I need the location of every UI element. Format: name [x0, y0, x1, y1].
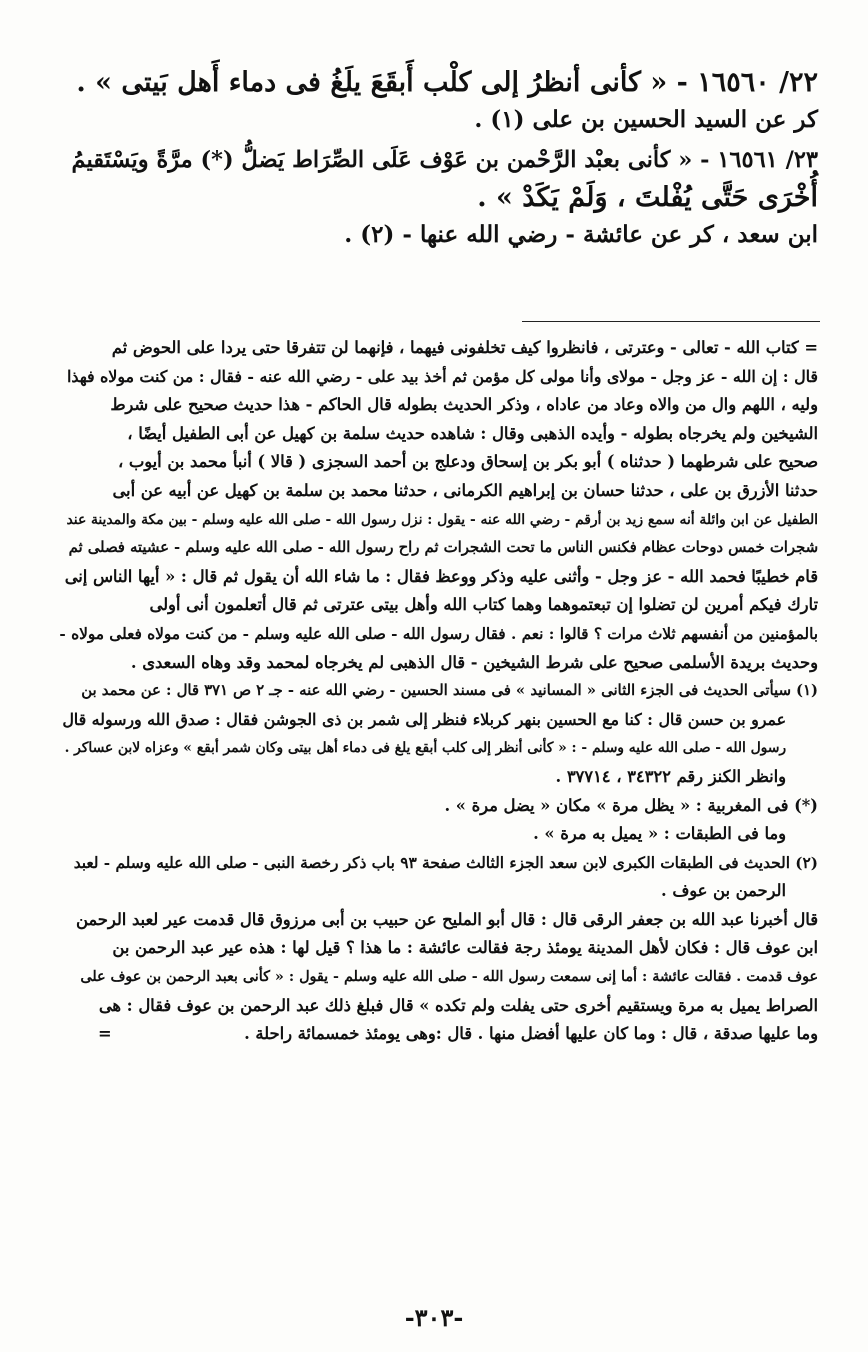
hadith-22-text: ٢٢/ ١٦٥٦٠ - « كأنى أنظرُ إلى كلْب أَبقَعَ يلَغُ فى دماء أَهل بَيتى » . — [76, 67, 818, 98]
footnote-last-row — [58, 1020, 818, 1049]
footnote-line: الطفيل عن ابن وائلة أنه سمع زيد بن أرقم - رضي الله عنه - يقول : نزل رسول الله - صلى الله عليه وسلم - بين مكة والمدينة عند — [66, 511, 818, 528]
footnote-line: وحديث بريدة الأسلمى صحيح على شرط الشيخين - قال الذهبى لم يخرجاه لمحمد وقد وهاه السعدى . — [130, 652, 818, 672]
continued-mark: = — [98, 1024, 112, 1044]
footnote-star — [58, 792, 818, 849]
footnote-divider — [522, 321, 820, 322]
hadith-23-source: ابن سعد ، كر عن عائشة - رضي الله عنها - (٢) . — [344, 221, 818, 248]
footnotes — [58, 334, 818, 1049]
footnote-line: وانظر الكنز رقم ٣٤٣٢٢ ، ٣٧٧١٤ . — [555, 766, 786, 786]
footnote-line: حدثنا الأزرق بن على ، حدثنا حسان بن إبراهيم الكرمانى ، حدثنا محمد بن سلمة بن كهيل عن أبيه عن أبى — [112, 480, 818, 500]
hadith-23 — [58, 142, 818, 253]
footnote-line: بالمؤمنين من أنفسهم ثلاث مرات ؟ قالوا : نعم . فقال رسول الله - صلى الله عليه وسلم - من كنت مولاه فعلى مولاه - — [59, 624, 818, 643]
footnote-line: عوف قدمت . فقالت عائشة : أما إنى سمعت رسول الله - صلى الله عليه وسلم - يقول : « كأنى بعبد الرحمن بن عوف على — [80, 969, 818, 986]
hadith-22 — [58, 64, 818, 138]
footnote-line: قال : إن الله - عز وجل - مولاى وأنا مولى كل مؤمن ثم أخذ بيد على - رضي الله عنه - فقال : من كنت مولاه فهذا — [67, 366, 818, 386]
footnote-line: (٢) الحديث فى الطبقات الكبرى لابن سعد الجزء الثالث صفحة ٩٣ باب ذكر رخصة النبى - صلى الله عليه وسلم - لعبد — [73, 853, 818, 872]
footnote-line: وما عليها صدقة ، قال : وما كان عليها أفضل منها . قال :وهى يومئذ خمسمائة راحلة . — [244, 1024, 818, 1044]
footnote-line: قام خطيبًا فحمد الله - عز وجل - وأثنى عليه وذكر ووعظ فقال : ما شاء الله أن يقول ثم قال : « أيها الناس إنى — [64, 566, 818, 586]
footnote-line: قال أخبرنا عبد الله بن جعفر الرقى قال : قال أبو المليح عن حبيب بن أبى مرزوق قال قدمت عير لعبد الرحمن — [75, 909, 818, 929]
footnote-line: (١) سيأتى الحديث فى الجزء الثانى « المسانيد » فى مسند الحسين - رضي الله عنه - جـ ٢ ص ٣٧١ قال : عن محمد بن — [81, 682, 818, 700]
hadith-23-text-line-2: أُخْرَى حَتَّى يُفْلتَ ، وَلَمْ يَكَدْ » . — [477, 182, 818, 213]
footnote-1 — [58, 677, 818, 791]
footnote-line: الشيخين ولم يخرجاه بطوله - وأيده الذهبى وقال : شاهده حديث سلمة بن كهيل عن أبى الطفيل أيضًا ، — [127, 423, 818, 443]
footnote-line: عمرو بن حسن قال : كنا مع الحسين بنهر كربلاء فنظر إلى شمر بن ذى الجوشن فقال : صدق الله ورسوله قال — [62, 709, 786, 729]
footnote-line: وما فى الطبقات : « يميل به مرة » . — [533, 824, 786, 844]
page-number: -٣٠٣- — [404, 1303, 464, 1332]
main-text — [58, 64, 818, 257]
footnote-2 — [58, 849, 818, 1049]
hadith-23-text-line-1: ٢٣/ ١٦٥٦١ - « كأنى بعبْد الرَّحْمن بن عَوْف عَلَى الصِّرَاط يَضلُّ (*) مرَّةً ويَسْتَقيمُ — [71, 147, 818, 173]
footnote-line: الصراط يميل به مرة ويستقيم أخرى حتى يفلت ولم تكده » قال فبلغ ذلك عبد الرحمن بن عوف فقال : هى — [98, 995, 818, 1015]
footnote-line: وليه ، اللهم وال من والاه وعاد من عاداه ، وذكر الحديث بطوله قال الحاكم - هذا حديث صحيح على شرط — [110, 395, 818, 415]
footnote-line: (*) فى المغربية : « يظل مرة » مكان « يضل مرة » . — [444, 795, 818, 815]
footnote-line: ابن عوف قال : فكان لأهل المدينة يومئذ رجة فقالت عائشة : ما هذا ؟ قيل لها : هذه عير عبد الرحمن بن — [112, 938, 818, 958]
footnote-line: شجرات خمس دوحات عظام فكنس الناس ما تحت الشجرات ثم راح رسول الله - صلى الله عليه وسلم - عشيته فصلى ثم — [68, 539, 818, 557]
footnote-line: صحيح على شرطهما ( حدثناه ) أبو بكر بن إسحاق ودعلج بن أحمد السجزى ( قالا ) أنبأ محمد بن أيوب ، — [117, 452, 818, 472]
footnote-line: رسول الله - صلى الله عليه وسلم - : « كأنى أنظر إلى كلب أبقع يلغ فى دماء أهل بيتى وكان شمر أبقع » وعزاه لابن عساكر . — [64, 740, 786, 757]
footnote-line: تارك فيكم أمرين لن تضلوا إن تبعتموهما وهما كتاب الله وأهل بيتى عترتى ثم قال أتعلمون أنى أولى — [149, 595, 818, 615]
footnote-line: الرحمن بن عوف . — [661, 881, 786, 901]
footnote-continuation — [58, 334, 818, 677]
footnote-line: = كتاب الله - تعالى - وعترتى ، فانظروا كيف تخلفونى فيهما ، فإنهما لن تتفرقا حتى يردا على الحوض ثم — [111, 338, 818, 357]
hadith-22-source: كر عن السيد الحسين بن على (١) . — [474, 106, 818, 133]
